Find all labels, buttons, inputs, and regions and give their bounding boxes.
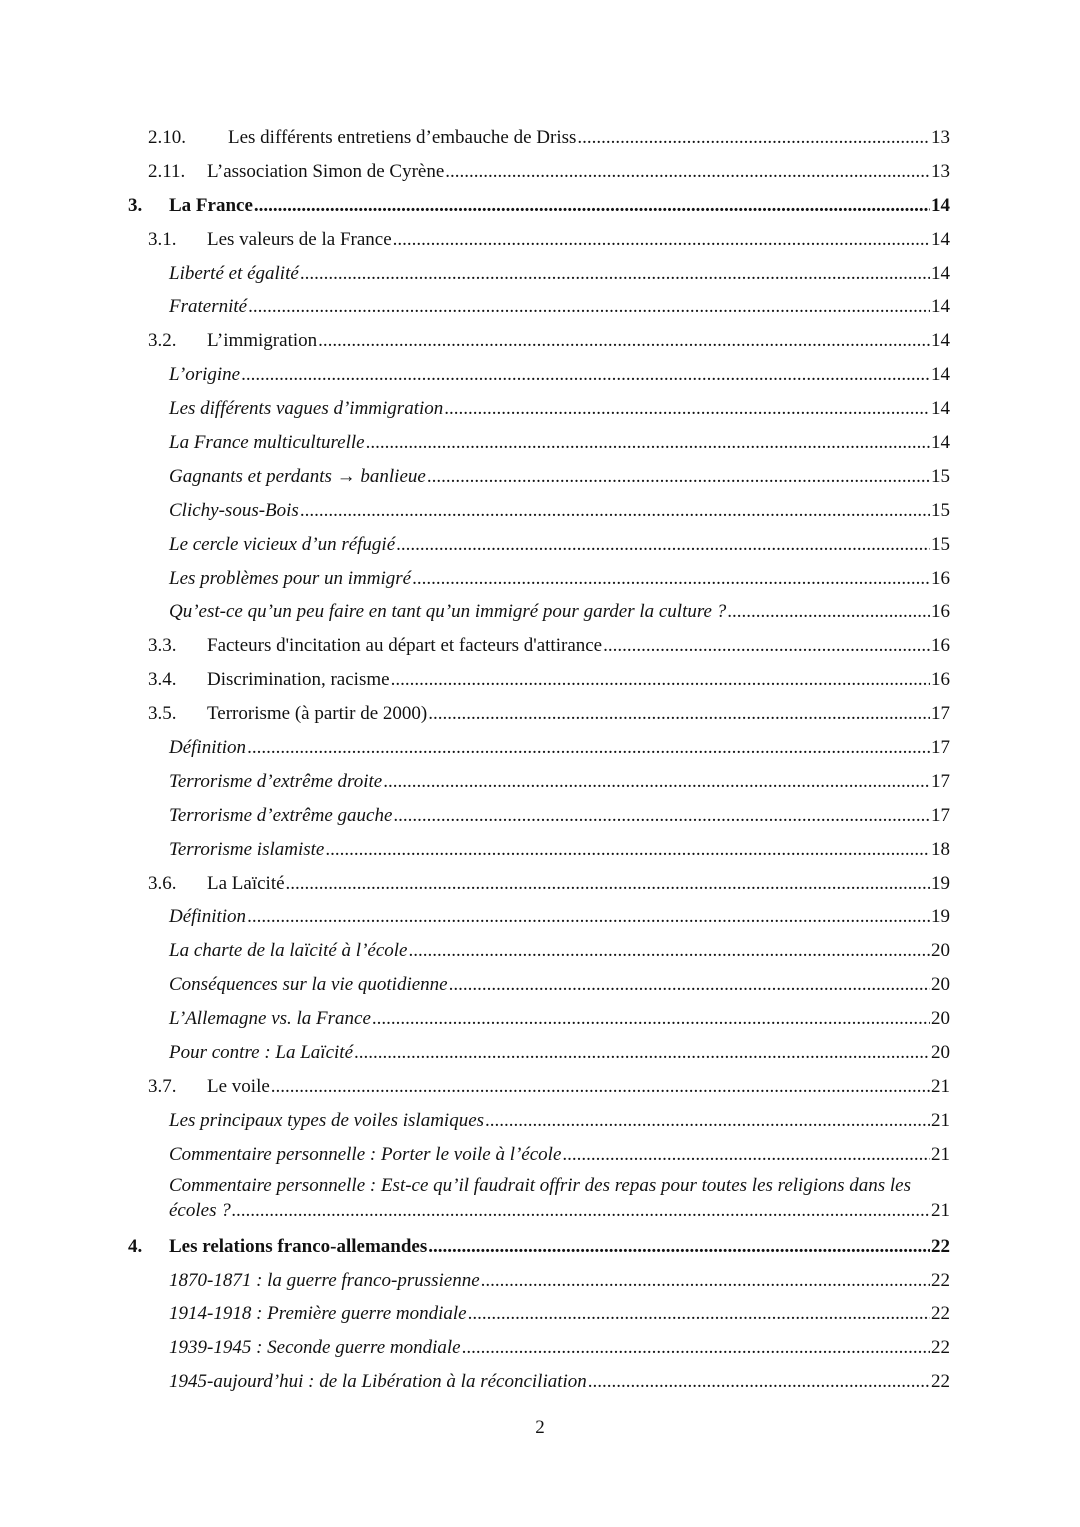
dot-leader bbox=[300, 257, 930, 291]
toc-entry[interactable] bbox=[0, 697, 1080, 731]
toc-entry-number: 3.3. bbox=[148, 635, 177, 657]
dot-leader bbox=[248, 290, 930, 324]
toc-entry-title: Commentaire personnelle : Est-ce qu’il faudrait offrir des repas pour toutes les religions dans les bbox=[169, 1174, 911, 1196]
toc-entry-page: 21 bbox=[931, 1109, 950, 1131]
toc-entry[interactable] bbox=[0, 426, 1080, 460]
toc-entry-title: Terrorisme d’extrême gauche bbox=[169, 804, 393, 826]
toc-entry-page: 15 bbox=[931, 533, 950, 555]
toc-entry-page: 17 bbox=[931, 770, 950, 792]
toc-entry-page: 22 bbox=[931, 1371, 950, 1393]
dot-leader bbox=[428, 697, 930, 731]
toc-entry[interactable] bbox=[0, 1104, 1080, 1138]
toc-entry-title: L’immigration bbox=[207, 330, 318, 352]
dot-leader bbox=[247, 731, 930, 765]
toc-entry-page: 22 bbox=[931, 1303, 950, 1325]
toc-entry[interactable] bbox=[0, 257, 1080, 291]
toc-entry-number: 2.10. bbox=[148, 127, 186, 148]
dot-leader bbox=[588, 1365, 930, 1399]
dot-leader bbox=[286, 867, 930, 901]
dot-leader bbox=[481, 1264, 930, 1298]
toc-entry-page: 21 bbox=[931, 1075, 950, 1097]
dot-leader bbox=[444, 392, 930, 426]
dot-leader bbox=[408, 934, 930, 968]
toc-entry[interactable] bbox=[0, 629, 1080, 663]
toc-entry-title: L’association Simon de Cyrène bbox=[207, 160, 445, 182]
toc-entry[interactable] bbox=[0, 595, 1080, 629]
toc-entry[interactable] bbox=[0, 358, 1080, 392]
toc-entry-page: 13 bbox=[931, 160, 950, 182]
toc-entry[interactable] bbox=[0, 663, 1080, 697]
toc-entry-page: 14 bbox=[931, 262, 950, 284]
dot-leader bbox=[318, 324, 930, 358]
page-number: 2 bbox=[535, 1417, 545, 1438]
dot-leader bbox=[247, 900, 930, 934]
toc-entry-number: 3.7. bbox=[148, 1075, 177, 1097]
toc-entry-title: Pour contre : La Laïcité bbox=[169, 1042, 353, 1064]
toc-entry-title: L’Allemagne vs. la France bbox=[169, 1008, 371, 1030]
toc-entry-title: Les valeurs de la France bbox=[207, 228, 392, 250]
dot-leader bbox=[577, 121, 930, 155]
toc-entry-title: Fraternité bbox=[169, 296, 248, 318]
toc-entry-page: 20 bbox=[931, 1008, 950, 1030]
toc-entry-title: Les différents entretiens d’embauche de Driss bbox=[228, 127, 577, 148]
dot-leader bbox=[562, 1138, 930, 1172]
toc-entry-page: 19 bbox=[931, 872, 950, 894]
toc-entry-page: 14 bbox=[931, 228, 950, 250]
toc-entry[interactable] bbox=[0, 1070, 1080, 1104]
toc-entry-page: 21 bbox=[931, 1143, 950, 1165]
dot-leader bbox=[468, 1297, 930, 1331]
toc-entry-number: 3.6. bbox=[148, 872, 177, 894]
toc-entry-title: Commentaire personnelle : Porter le voile à l’école bbox=[169, 1143, 562, 1165]
dot-leader bbox=[300, 494, 930, 528]
toc-entry-title: Terrorisme (à partir de 2000) bbox=[207, 703, 428, 725]
toc-entry-page: 14 bbox=[931, 364, 950, 386]
toc-entry[interactable] bbox=[0, 1138, 1080, 1172]
toc-entry-number: 3.4. bbox=[148, 669, 177, 691]
toc-entry[interactable] bbox=[0, 1264, 1080, 1298]
toc-entry-page: 19 bbox=[931, 906, 950, 928]
toc-entry-page: 22 bbox=[931, 1269, 950, 1291]
toc-entry[interactable] bbox=[0, 324, 1080, 358]
toc-entry-title: Les problèmes pour un immigré bbox=[169, 567, 412, 589]
toc-entry-title: 1945-aujourd’hui : de la Libération à la réconciliation bbox=[169, 1371, 587, 1393]
dot-leader bbox=[391, 663, 930, 697]
toc-entry-page: 17 bbox=[931, 703, 950, 725]
toc-entry-title: Qu’est-ce qu’un peu faire en tant qu’un immigré pour garder la culture ? bbox=[169, 601, 727, 623]
toc-entry[interactable] bbox=[0, 1365, 1080, 1399]
dot-leader bbox=[396, 528, 930, 562]
toc-entry-page: 22 bbox=[931, 1235, 950, 1257]
toc-entry[interactable] bbox=[0, 968, 1080, 1002]
dot-leader bbox=[383, 765, 930, 799]
toc-entry-title: Les différents vagues d’immigration bbox=[169, 398, 444, 420]
toc-entry-title: Le cercle vicieux d’un réfugié bbox=[169, 533, 396, 555]
toc-entry-title: Conséquences sur la vie quotidienne bbox=[169, 974, 448, 996]
toc-entry-title-continued: écoles ? bbox=[169, 1199, 231, 1221]
toc-entry-title: La charte de la laïcité à l’école bbox=[169, 940, 408, 962]
toc-entry-number: 3.2. bbox=[148, 330, 177, 352]
toc-entry-title: La Laïcité bbox=[207, 872, 285, 894]
toc-entry-page: 14 bbox=[931, 194, 950, 216]
toc-entry[interactable] bbox=[0, 155, 1080, 189]
toc-entry-page: 17 bbox=[931, 737, 950, 759]
toc-entry[interactable] bbox=[0, 799, 1080, 833]
toc-entry[interactable] bbox=[0, 1036, 1080, 1070]
toc-entry-page: 15 bbox=[931, 465, 950, 487]
toc-entry[interactable] bbox=[0, 731, 1080, 765]
toc-entry-page: 18 bbox=[931, 838, 950, 860]
toc-entry-title: 1914-1918 : Première guerre mondiale bbox=[169, 1303, 467, 1325]
toc-entry-page: 20 bbox=[931, 974, 950, 996]
toc-entry-title: Les principaux types de voiles islamiques bbox=[169, 1109, 485, 1131]
toc-entry-title: La France multiculturelle bbox=[169, 432, 365, 454]
dot-leader bbox=[254, 189, 930, 223]
toc-entry-page: 14 bbox=[931, 296, 950, 318]
dot-leader bbox=[727, 595, 930, 629]
dot-leader bbox=[449, 968, 930, 1002]
toc-entry[interactable] bbox=[0, 392, 1080, 426]
toc-entry-number: 3.1. bbox=[148, 228, 177, 250]
toc-entry[interactable] bbox=[0, 1172, 1080, 1230]
toc-entry-number: 3.5. bbox=[148, 703, 177, 725]
toc-entry-page: 17 bbox=[931, 804, 950, 826]
toc-entry-title: L’origine bbox=[169, 364, 241, 386]
toc-entry-page: 16 bbox=[931, 567, 950, 589]
toc-entry[interactable] bbox=[0, 867, 1080, 901]
dot-leader bbox=[232, 1198, 930, 1223]
toc-entry-title: Définition bbox=[169, 906, 247, 928]
toc-entry-page: 16 bbox=[931, 601, 950, 623]
toc-entry-title: Gagnants et perdants → banlieue bbox=[169, 465, 426, 487]
dot-leader bbox=[271, 1070, 930, 1104]
dot-leader bbox=[241, 358, 930, 392]
toc-entry-page: 14 bbox=[931, 330, 950, 352]
toc-entry-number: 4. bbox=[128, 1235, 143, 1257]
toc-entry-title: Les relations franco-allemandes bbox=[169, 1235, 428, 1257]
toc-entry-title: La France bbox=[169, 194, 253, 216]
dot-leader bbox=[393, 799, 930, 833]
dot-leader bbox=[428, 1230, 930, 1264]
dot-leader bbox=[427, 460, 930, 494]
toc-entry[interactable] bbox=[0, 223, 1080, 257]
toc-entry-title: Clichy-sous-Bois bbox=[169, 499, 299, 521]
toc-entry-number: 2.11. bbox=[148, 160, 186, 182]
toc-entry-page: 13 bbox=[931, 127, 950, 148]
toc-entry[interactable] bbox=[0, 900, 1080, 934]
toc-entry-number: 3. bbox=[128, 194, 143, 216]
toc-entry-title: Définition bbox=[169, 737, 247, 759]
toc-entry-title: 1870-1871 : la guerre franco-prussienne bbox=[169, 1269, 480, 1291]
dot-leader bbox=[412, 562, 930, 596]
dot-leader bbox=[462, 1331, 930, 1365]
toc-entry[interactable] bbox=[0, 528, 1080, 562]
toc-entry-page: 21 bbox=[931, 1199, 950, 1221]
toc-entry-page: 16 bbox=[931, 635, 950, 657]
dot-leader bbox=[603, 629, 930, 663]
dot-leader bbox=[445, 155, 930, 189]
dot-leader bbox=[366, 426, 930, 460]
toc-entry[interactable] bbox=[0, 1002, 1080, 1036]
toc-entry[interactable] bbox=[0, 1297, 1080, 1331]
toc-entry[interactable] bbox=[0, 833, 1080, 867]
toc-entry[interactable] bbox=[0, 934, 1080, 968]
toc-entry-title: Le voile bbox=[207, 1075, 270, 1097]
toc-entry-page: 16 bbox=[931, 669, 950, 691]
table-of-contents bbox=[0, 121, 1080, 1399]
toc-entry-title: Terrorisme islamiste bbox=[169, 838, 325, 860]
toc-entry[interactable] bbox=[0, 121, 1080, 155]
toc-entry-title: 1939-1945 : Seconde guerre mondiale bbox=[169, 1337, 461, 1359]
dot-leader bbox=[393, 223, 930, 257]
toc-entry-title: Terrorisme d’extrême droite bbox=[169, 770, 383, 792]
toc-entry[interactable] bbox=[0, 562, 1080, 596]
toc-entry[interactable] bbox=[0, 460, 1080, 494]
toc-entry[interactable] bbox=[0, 1331, 1080, 1365]
toc-entry[interactable] bbox=[0, 1230, 1080, 1264]
toc-entry-page: 14 bbox=[931, 432, 950, 454]
toc-entry-page: 20 bbox=[931, 1042, 950, 1064]
toc-entry-page: 20 bbox=[931, 940, 950, 962]
toc-entry[interactable] bbox=[0, 290, 1080, 324]
toc-entry-title: Liberté et égalité bbox=[169, 262, 299, 284]
dot-leader bbox=[485, 1104, 930, 1138]
dot-leader bbox=[372, 1002, 930, 1036]
toc-entry-page: 14 bbox=[931, 398, 950, 420]
toc-entry-title: Discrimination, racisme bbox=[207, 669, 390, 691]
toc-entry-page: 15 bbox=[931, 499, 950, 521]
toc-entry-title: Facteurs d'incitation au départ et facteurs d'attirance bbox=[207, 635, 603, 657]
toc-entry-page: 22 bbox=[931, 1337, 950, 1359]
toc-entry[interactable] bbox=[0, 765, 1080, 799]
dot-leader bbox=[354, 1036, 930, 1070]
dot-leader bbox=[325, 833, 930, 867]
toc-entry[interactable] bbox=[0, 494, 1080, 528]
toc-entry[interactable] bbox=[0, 189, 1080, 223]
